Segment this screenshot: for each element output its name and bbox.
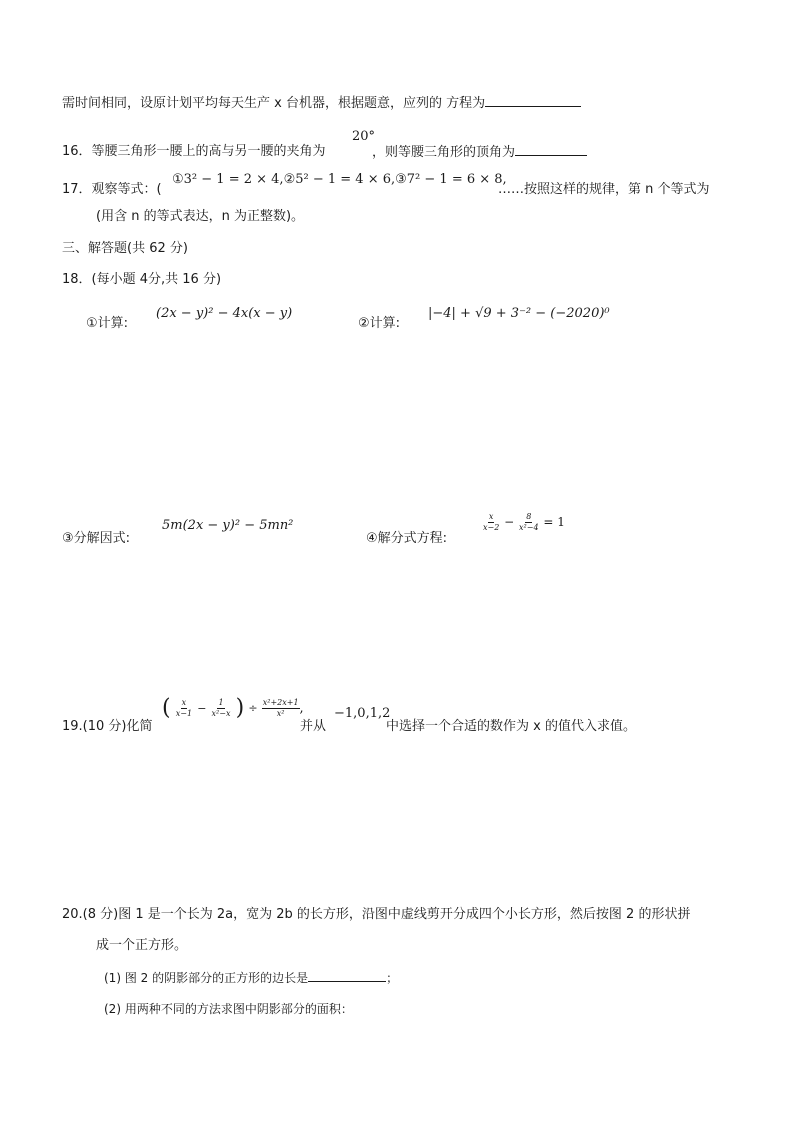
q18-p4-expr (482, 509, 565, 535)
q19-frac1 (175, 698, 193, 719)
q20-sub1 (104, 969, 398, 987)
q20-line2: 成一个正方形。 (96, 938, 188, 953)
q20-sub2: (2) 用两种不同的方法求图中阴影部分的面积： (104, 1002, 353, 1016)
q18-p1-label: ①计算: (86, 316, 129, 331)
q17-equations (172, 171, 507, 189)
q18-p4-rhs: = 1 (543, 515, 565, 529)
q18-p4-frac2-num: 8 (526, 512, 532, 521)
q19-text-after: 中选择一个合适的数作为 x 的值代入求值。 (386, 719, 636, 734)
q17-eq1: ①3² − 1 = 2 × 4, (172, 172, 284, 187)
q18-p4-frac1 (482, 512, 500, 533)
q19-label: 19.(10 分)化简 (62, 719, 153, 734)
q16-line-end (372, 143, 587, 162)
q19-frac3-den: x² (276, 709, 285, 718)
q17-text-after: ……按照这样的规律，第 n 个等式为 (498, 182, 710, 197)
q17-line2 (96, 208, 304, 226)
q18-header: 18．(每小题 4分,共 16 分) (62, 272, 222, 287)
q16-text-after: ，则等腰三角形的顶角为 (372, 145, 516, 160)
q18-p2-expr: |−4| + √9 + 3⁻² − (−2020)⁰ (428, 306, 610, 321)
q18-p4-label: ④解分式方程: (366, 531, 448, 546)
q18-p3-label: ③分解因式: (62, 531, 131, 546)
q18-p3-expr: 5m(2x − y)² − 5mn² (162, 518, 294, 533)
q19-text-mid: 并从 (300, 719, 327, 734)
q16-text-before: 16．等腰三角形一腰上的高与另一腰的夹角为 (62, 144, 326, 159)
q17-label: 17．观察等式：( (62, 182, 162, 197)
q19-comma: , (299, 701, 304, 716)
q15-line (62, 94, 581, 113)
q19-frac3-num: x²+2x+1 (262, 698, 299, 707)
section3-heading: 三、解答题(共 62 分) (62, 241, 188, 256)
q18-p4-frac2 (518, 512, 540, 533)
q17-eq2: ②5² − 1 = 4 × 6, (283, 172, 396, 187)
q18-p4-frac1-num: x (488, 512, 494, 521)
q20-line1: 20.(8 分)图 1 是一个长为 2a，宽为 2b 的长方形，沿图中虚线剪开分成四个小长方形，然后按图 2 的形状拼 (62, 907, 691, 922)
q20-sub1-blank[interactable] (308, 969, 386, 982)
q20-sub1-text: (1) 图 2 的阴影部分的正方形的边长是 (104, 971, 309, 985)
q17-eq3: ③7² − 1 = 6 × 8, (395, 172, 507, 187)
q19-frac1-den: x−1 (175, 709, 193, 718)
q19-expr: ( $\frac{x}{x-1}$ − $\frac{1}{\text{x²−x}}$ ) ÷ $\frac{\text{x²+2x+1}}{\text{x²}}$ , (162, 695, 304, 721)
q16-line (62, 143, 326, 161)
q19-frac3 (262, 698, 300, 719)
q19-frac2-den: x²−x (211, 709, 231, 718)
q19-minus: − (197, 702, 207, 715)
q19-values: −1,0,1,2 (334, 706, 391, 721)
q19-frac2-num: 1 (218, 698, 224, 707)
q18-p4-frac2-den: x²−4 (519, 523, 539, 532)
q15-answer-blank[interactable] (485, 94, 581, 107)
q17-line1-end (498, 181, 710, 199)
q18-p2-label: ②计算: (358, 316, 401, 331)
q19-frac1-num: x (181, 698, 187, 707)
q18-p4-frac1-den: x−2 (483, 523, 500, 532)
q16-angle: 20° (352, 129, 376, 144)
q20-sub1-end: ； (386, 971, 399, 985)
q15-text: 需时间相同，设原计划平均每天生产 x 台机器，根据题意，应列的 方程为 (62, 96, 486, 111)
q17-line2-text: (用含 n 的等式表达，n 为正整数)。 (96, 209, 305, 224)
q19-div: ÷ (248, 702, 258, 715)
q18-p4-minus: − (504, 515, 515, 529)
q18-p1-expr: (2x − y)² − 4x(x − y) (156, 306, 293, 321)
q19-frac2 (211, 698, 232, 719)
q17-line1 (62, 181, 162, 199)
q16-answer-blank[interactable] (515, 143, 587, 156)
